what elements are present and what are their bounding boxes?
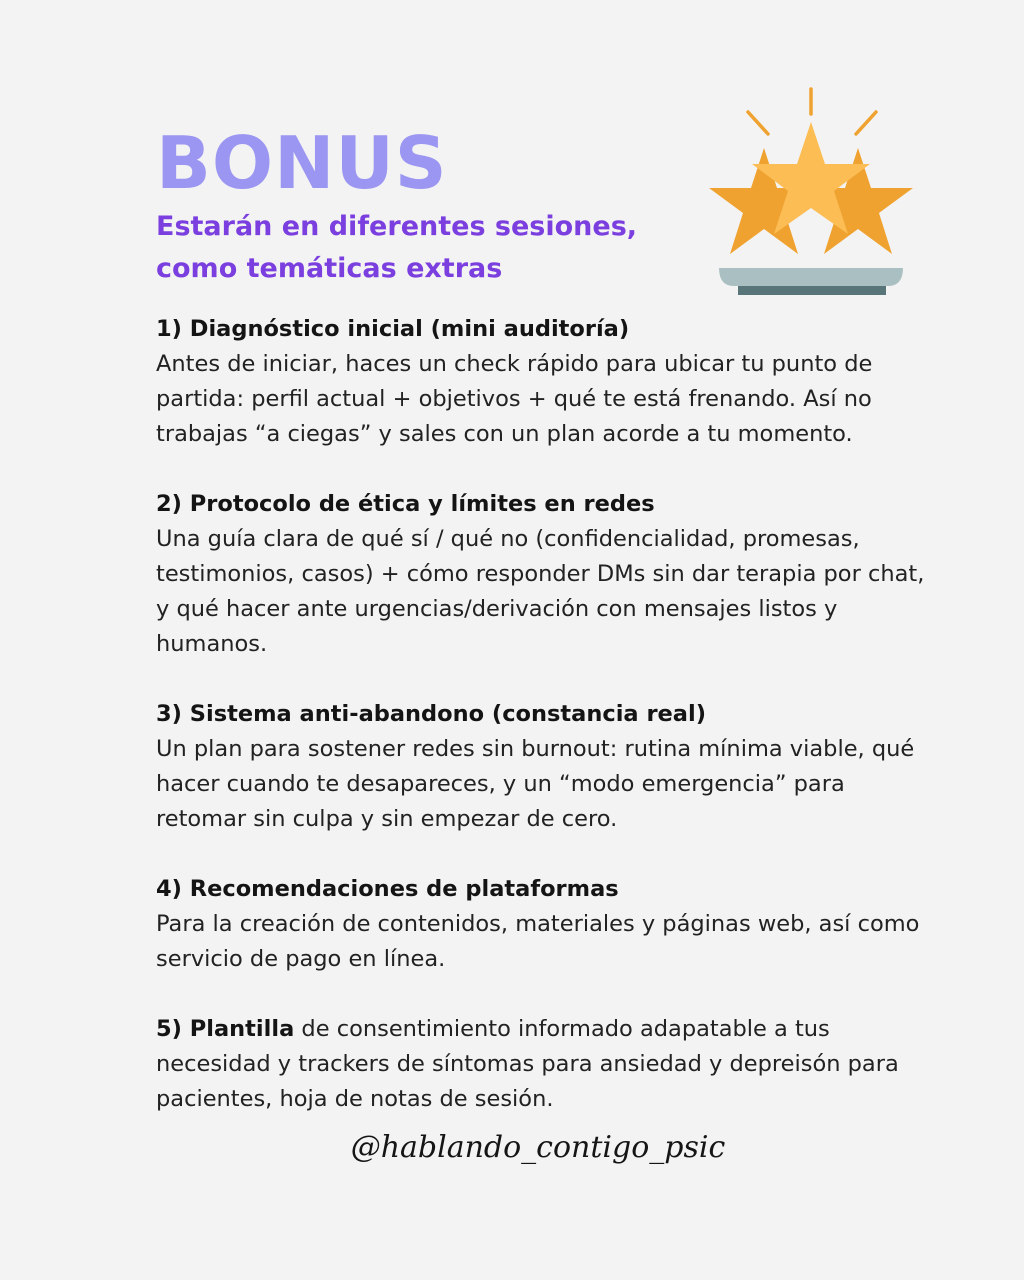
page-title: BONUS — [156, 121, 448, 205]
bonus-item-paragraph — [156, 1012, 936, 1117]
page-subtitle — [156, 206, 676, 290]
bonus-item-text: Antes de iniciar, haces un check rápido para ubicar tu punto de partida: perfil actual + objetivos + qué te está frenando. Así no trabajas “a ciegas” y sales con un plan acorde a tu momento. — [156, 351, 873, 447]
ray-right — [856, 112, 876, 134]
bonus-item-title: 2) Protocolo de ética y límites en redes — [156, 491, 655, 517]
bonus-item-text: Un plan para sostener redes sin burnout: rutina mínima viable, qué hacer cuando te desapareces, y un “modo emergencia” para retomar sin culpa y sin empezar de cero. — [156, 736, 915, 832]
bonus-list — [156, 312, 936, 1152]
trophy-base-bottom — [738, 286, 886, 295]
bonus-item-title: 4) Recomendaciones de plataformas — [156, 876, 619, 902]
bonus-item-title: 1) Diagnóstico inicial (mini auditoría) — [156, 316, 630, 342]
bonus-item-text: Para la creación de contenidos, materiales y páginas web, así como servicio de pago en línea. — [156, 911, 920, 972]
bonus-item-3 — [156, 697, 936, 837]
bonus-item-1 — [156, 312, 936, 452]
ray-left — [748, 112, 768, 134]
subtitle-line-1: Estarán en diferentes sesiones, — [156, 211, 638, 242]
trophy-base-top — [719, 268, 903, 286]
social-handle: @hablando_contigo_psic — [350, 1130, 726, 1165]
subtitle-line-2: como temáticas extras — [156, 253, 503, 284]
bonus-item-5 — [156, 1012, 936, 1117]
bonus-item-2 — [156, 487, 936, 662]
bonus-item-4 — [156, 872, 936, 977]
bonus-item-text: de consentimiento informado adapatable a tus necesidad y trackers de síntomas para ansiedad y depreisón para pacientes, hoja de notas de sesión. — [156, 1016, 899, 1112]
bonus-item-title: 5) Plantilla — [156, 1016, 295, 1042]
bonus-item-title: 3) Sistema anti-abandono (constancia real) — [156, 701, 706, 727]
bonus-item-text: Una guía clara de qué sí / qué no (confidencialidad, promesas, testimonios, casos) + cómo responder DMs sin dar terapia por chat, y qué hacer ante urgencias/derivación con mensajes listos y humanos. — [156, 526, 925, 657]
three-stars-trophy-icon — [696, 84, 926, 299]
